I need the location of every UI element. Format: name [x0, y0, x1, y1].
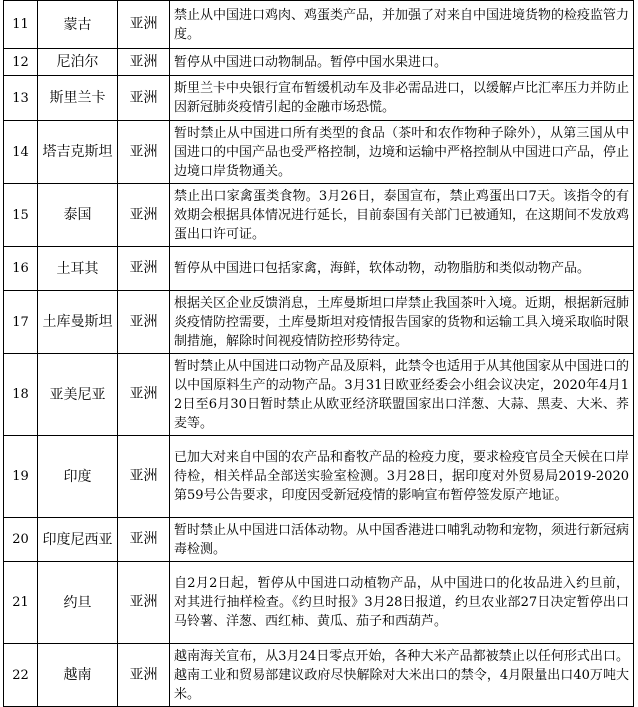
country-name: 约旦: [38, 562, 118, 644]
region-name: 亚洲: [118, 1, 170, 49]
region-name: 亚洲: [118, 184, 170, 247]
row-number: 13: [4, 76, 38, 121]
table-row: [4, 49, 634, 76]
country-name: 塔吉克斯坦: [38, 121, 118, 184]
row-number: 20: [4, 518, 38, 562]
table-row: [4, 436, 634, 518]
measure-text: 暂时禁止从中国进口活体动物。从中国香港进口哺乳动物和宠物，须进行新冠病毒检测。: [170, 518, 634, 562]
table-row: [4, 121, 634, 184]
measure-text: 禁止出口家禽蛋类食物。3月26日，泰国宣布，禁止鸡蛋出口7天。该指令的有效期会根据具体情况进行延长，目前泰国有关部门已被通知，在这期间不发放鸡蛋出口许可证。: [170, 184, 634, 247]
row-number: 21: [4, 562, 38, 644]
row-number: 12: [4, 49, 38, 76]
row-number: 22: [4, 644, 38, 707]
country-name: 斯里兰卡: [38, 76, 118, 121]
country-name: 印度尼西亚: [38, 518, 118, 562]
country-name: 印度: [38, 436, 118, 518]
row-number: 19: [4, 436, 38, 518]
region-name: 亚洲: [118, 354, 170, 436]
measure-text: 已加大对来自中国的农产品和畜牧产品的检疫力度，要求检疫官员全天候在口岸待检，相关样品全部送实验室检测。3月28日，据印度对外贸易局2019-2020第59号公告要求，印度因受新冠疫情的影响宣布暂停签发原产地证。: [170, 436, 634, 518]
table-row: [4, 184, 634, 247]
table-body: [4, 1, 634, 707]
measure-text: 禁止从中国进口鸡肉、鸡蛋类产品，并加强了对来自中国进境货物的检疫监管力度。: [170, 1, 634, 49]
table-row: [4, 562, 634, 644]
table-row: [4, 291, 634, 354]
region-name: 亚洲: [118, 291, 170, 354]
measure-text: 暂时禁止从中国进口所有类型的食品（茶叶和农作物种子除外），从第三国从中国进口的中国产品也受严格控制，边境和运输中严格控制从中国进口产品，停止边境口岸货物通关。: [170, 121, 634, 184]
measure-text: 暂时禁止从中国进口动物产品及原料，此禁令也适用于从其他国家从中国进口的以中国原料生产的动物产品。3月31日欧亚经委会小组会议决定，2020年4月12日至6月30日暂时禁止从欧亚经济联盟国家出口洋葱、大蒜、黑麦、大米、荞麦等。: [170, 354, 634, 436]
row-number: 15: [4, 184, 38, 247]
measure-text: 自2月2日起，暂停从中国进口动植物产品，从中国进口的化妆品进入约旦前，对其进行抽样检查。《约旦时报》3月28日报道，约旦农业部27日决定暂停出口马铃薯、洋葱、西红柿、黄瓜、茄子和西葫芦。: [170, 562, 634, 644]
measure-text: 暂停从中国进口动物制品。暂停中国水果进口。: [170, 49, 634, 76]
country-name: 亚美尼亚: [38, 354, 118, 436]
table-row: [4, 76, 634, 121]
table-row: [4, 518, 634, 562]
row-number: 14: [4, 121, 38, 184]
country-name: 土耳其: [38, 247, 118, 291]
row-number: 11: [4, 1, 38, 49]
table-row: [4, 247, 634, 291]
table-row: [4, 644, 634, 707]
table-row: [4, 354, 634, 436]
measure-text: 暂停从中国进口包括家禽，海鲜，软体动物，动物脂肪和类似动物产品。: [170, 247, 634, 291]
country-name: 尼泊尔: [38, 49, 118, 76]
region-name: 亚洲: [118, 76, 170, 121]
row-number: 17: [4, 291, 38, 354]
measure-text: 根据关区企业反馈消息，土库曼斯坦口岸禁止我国茶叶入境。近期，根据新冠肺炎疫情防控需要，土库曼斯坦对疫情报告国家的货物和运输工具入境采取临时限制措施，解除时间视疫情防控形势待定。: [170, 291, 634, 354]
table-row: [4, 1, 634, 49]
region-name: 亚洲: [118, 644, 170, 707]
country-name: 蒙古: [38, 1, 118, 49]
region-name: 亚洲: [118, 121, 170, 184]
country-name: 土库曼斯坦: [38, 291, 118, 354]
region-name: 亚洲: [118, 436, 170, 518]
measure-text: 斯里兰卡中央银行宣布暂缓机动车及非必需品进口，以缓解卢比汇率压力并防止因新冠肺炎疫情引起的金融市场恐慌。: [170, 76, 634, 121]
region-name: 亚洲: [118, 562, 170, 644]
country-name: 越南: [38, 644, 118, 707]
row-number: 18: [4, 354, 38, 436]
region-name: 亚洲: [118, 49, 170, 76]
row-number: 16: [4, 247, 38, 291]
region-name: 亚洲: [118, 518, 170, 562]
region-name: 亚洲: [118, 247, 170, 291]
country-name: 泰国: [38, 184, 118, 247]
measure-text: 越南海关宣布，从3月24日零点开始，各种大米产品都被禁止以任何形式出口。越南工业和贸易部建议政府尽快解除对大米出口的禁令，4月限量出口40万吨大米。: [170, 644, 634, 707]
measures-table: [3, 0, 634, 707]
